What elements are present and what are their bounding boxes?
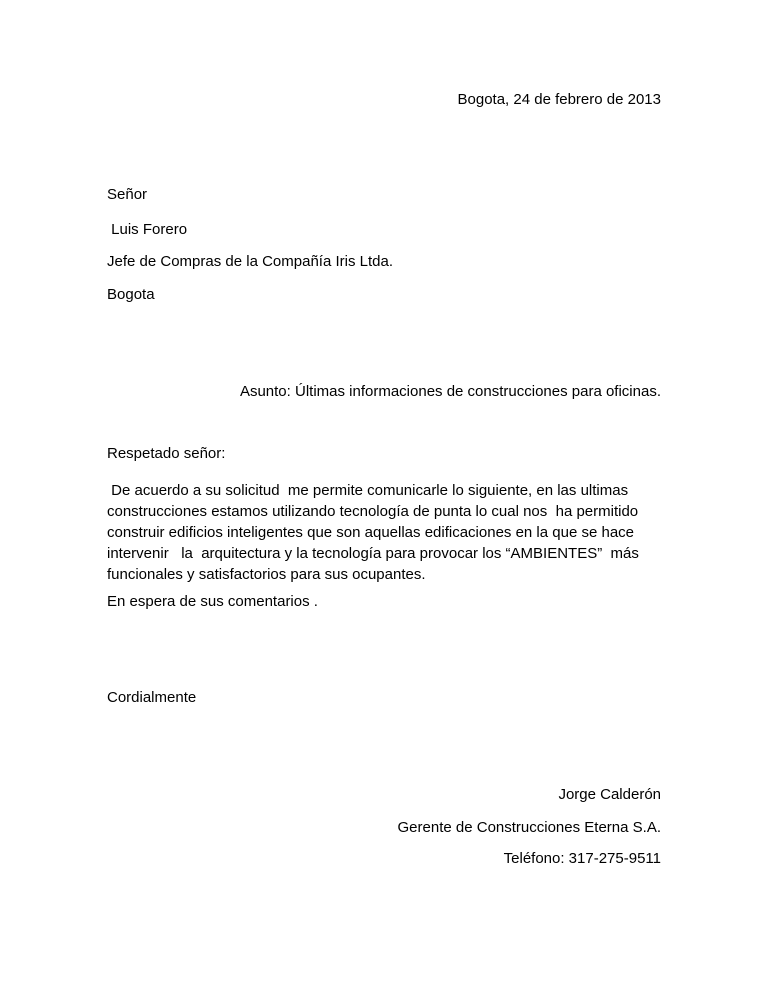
recipient-city: Bogota	[107, 286, 155, 303]
signature-title: Gerente de Construcciones Eterna S.A.	[397, 819, 661, 836]
body-line: construir edificios inteligentes que son aquellas edificaciones en la que se hace	[107, 524, 634, 541]
letter-date: Bogota, 24 de febrero de 2013	[457, 91, 661, 108]
recipient-position: Jefe de Compras de la Compañía Iris Ltda.	[107, 253, 393, 270]
letter-greeting: Respetado señor:	[107, 445, 226, 462]
body-line: funcionales y satisfactorios para sus ocupantes.	[107, 566, 426, 583]
body-line: intervenir la arquitectura y la tecnología para provocar los “AMBIENTES” más	[107, 545, 639, 562]
letter-subject: Asunto: Últimas informaciones de construcciones para oficinas.	[239, 383, 661, 400]
letter-body	[107, 480, 667, 585]
body-line: construcciones estamos utilizando tecnología de punta lo cual nos ha permitido	[107, 503, 639, 520]
letter-closing: Cordialmente	[107, 689, 197, 706]
closing-remark: En espera de sus comentarios .	[107, 593, 318, 610]
body-line: De acuerdo a su solicitud me permite comunicarle lo siguiente, en las ultimas	[107, 482, 629, 499]
recipient-salutation-title: Señor	[107, 186, 148, 203]
recipient-name: Luis Forero	[107, 221, 188, 238]
signature-name: Jorge Calderón	[558, 786, 661, 803]
signature-phone: Teléfono: 317-275-9511	[503, 850, 661, 867]
